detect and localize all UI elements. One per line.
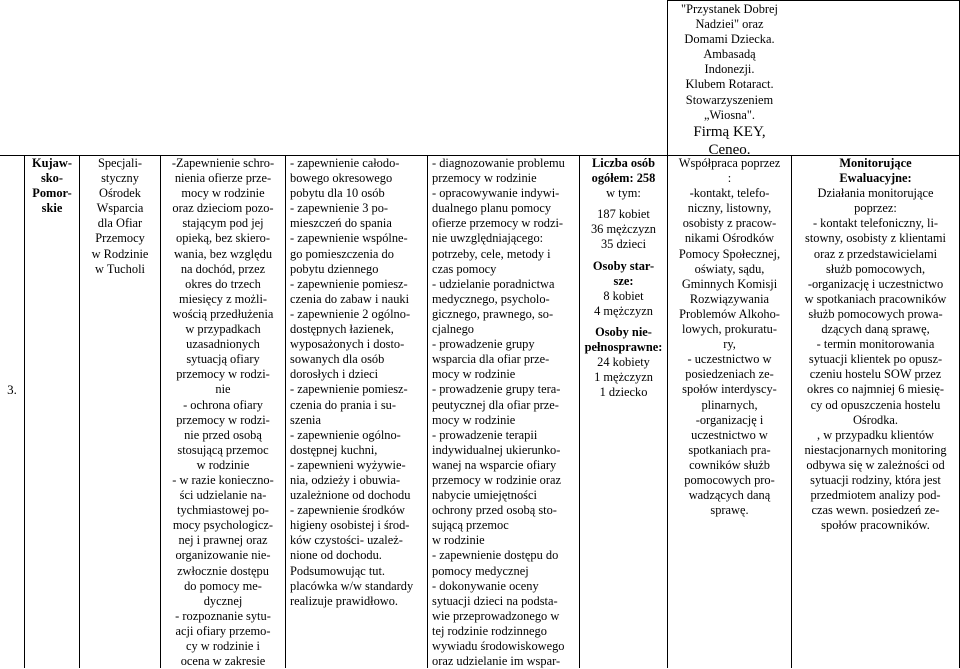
goals-line: - rozpoznanie sytu- xyxy=(175,608,271,623)
cooperation-line: Współpraca poprzez xyxy=(678,156,781,170)
conditions-line: czenia do zabaw i nauki xyxy=(290,291,410,306)
monitoring-cell xyxy=(792,156,959,533)
cooperation-top-line: Firmą KEY, xyxy=(693,123,766,140)
monitoring-line: społów pracowników. xyxy=(821,518,930,533)
activities-line: mocy w rodzinie xyxy=(432,367,516,382)
goals-line: w rodzinie xyxy=(196,457,250,472)
activities-line: oraz udzielanie im wspar- xyxy=(432,654,561,669)
cooperation-line: lowych, prokuratu- xyxy=(682,322,777,337)
monitoring-line: czeniu hostelu SOW przez xyxy=(809,367,942,382)
goals-line: ocena w zakresie xyxy=(180,654,266,669)
goals-line: miesięcy z możli- xyxy=(178,291,268,306)
goals-line: na dochód, przez xyxy=(180,261,266,276)
goals-line: przemocy w rodzi- xyxy=(176,412,270,427)
monitoring-line: niestacjonarnych monitoring xyxy=(804,442,947,457)
cooperation-line: osobisty z pracow- xyxy=(682,216,777,231)
cooperation-line: spotkaniach pra- xyxy=(688,442,771,457)
cooperation-top-line: "Przystanek Dobrej xyxy=(681,2,778,16)
institution-line: Ośrodek xyxy=(99,186,141,201)
activities-line: sytuacji dzieci na podsta- xyxy=(432,593,558,608)
people-in-that: w tym: xyxy=(606,186,641,201)
cooperation-line: -kontakt, telefo- xyxy=(689,186,770,201)
institution-cell xyxy=(80,156,160,277)
monitoring-line: okres co najmniej 6 miesię- xyxy=(807,382,944,397)
goals-line: opieką, bez skiero- xyxy=(176,231,270,246)
monitoring-title: Ewaluacyjne: xyxy=(839,171,912,186)
activities-line: w rodzinie xyxy=(432,533,485,548)
cooperation-line: - uczestnictwo w xyxy=(687,352,772,367)
cooperation-line: oświaty, sądu, xyxy=(694,261,765,276)
goals-line: okres do trzech xyxy=(185,276,261,291)
activities-line: sującą przemoc xyxy=(432,518,509,533)
cooperation-line: : xyxy=(727,171,732,186)
activities-line: cjalnego xyxy=(432,322,474,337)
activities-cell xyxy=(432,156,578,669)
conditions-line: - zapewnienie 3 po- xyxy=(290,201,389,216)
monitoring-title: Monitorujące xyxy=(839,156,912,170)
monitoring-line: poprzez: xyxy=(854,201,897,216)
activities-line: czas pomocy xyxy=(432,261,497,276)
conditions-line: - zapewnienie pomiesz- xyxy=(290,276,408,291)
monitoring-line: służb pomocowych prowa- xyxy=(808,306,943,321)
cooperation-line: posiedzeniach ze- xyxy=(685,367,774,382)
goals-line: -Zapewnienie schro- xyxy=(171,156,275,170)
people-staying-line: 8 kobiet xyxy=(603,288,644,303)
cooperation-top-line: Stowarzyszeniem xyxy=(685,92,774,107)
col-divider-5 xyxy=(427,155,428,668)
conditions-line: ków czystości- uzależ- xyxy=(290,533,403,548)
activities-line: mocy w rodzinie xyxy=(432,412,516,427)
people-other-line: 1 mężczyzn xyxy=(594,370,653,385)
cooperation-top-line: Ceneo. xyxy=(708,141,751,158)
conditions-line: placówka w/w standardy xyxy=(290,578,414,593)
col-divider-4 xyxy=(285,155,286,668)
people-breakdown-line: 36 mężczyzn xyxy=(590,222,656,237)
monitoring-line: służb pomocowych, xyxy=(825,261,926,276)
goals-line: uzasadnionych xyxy=(186,337,260,352)
cooperation-line: plinarnych, xyxy=(701,397,758,412)
people-other-label: pełnosprawne: xyxy=(584,340,663,355)
cooperation-cell xyxy=(668,156,791,518)
conditions-line: uzależnione od dochodu xyxy=(290,488,411,503)
cooperation-top-line: Ambasadą xyxy=(703,47,756,62)
cooperation-line: społów interdyscy- xyxy=(682,382,777,397)
activities-line: - prowadzenie grupy xyxy=(432,337,535,352)
institution-line: Przemocy xyxy=(95,231,145,246)
goals-line: stającym pod jej xyxy=(182,216,264,231)
monitoring-line: sytuacji rodziny, która jest xyxy=(810,472,941,487)
monitoring-line: , w przypadku klientów xyxy=(817,427,934,442)
people-total-label: ogółem: 258 xyxy=(591,171,656,186)
people-other-line: 1 dziecko xyxy=(599,385,648,400)
monitoring-line: cy od opuszczenia hostelu xyxy=(810,397,941,412)
monitoring-line: Działania monitorujące xyxy=(817,186,934,201)
activities-line: pomocy medycznej xyxy=(432,563,529,578)
activities-line: indywidualnej ukierunko- xyxy=(432,442,561,457)
conditions-line: realizuje prawidłowo. xyxy=(290,593,399,608)
monitoring-line: - termin monitorowania xyxy=(816,337,935,352)
conditions-line: go pomieszczenia do xyxy=(290,246,394,261)
region-line: skie xyxy=(41,201,63,216)
activities-line: peutycznej dla ofiar prze- xyxy=(432,397,559,412)
activities-line: - prowadzenie grupy tera- xyxy=(432,382,561,397)
cooperation-line: nikami Ośrodków xyxy=(684,231,775,246)
monitoring-line: -organizację i uczestnictwo xyxy=(807,276,944,291)
activities-line: wywiadu środowiskowego xyxy=(432,639,565,653)
institution-line: w Tucholi xyxy=(95,261,145,276)
cooperation-top-line: Domami Dziecka. xyxy=(684,32,775,47)
activities-line: tej rodzinie rodzinnego xyxy=(432,623,547,638)
goals-line: mocy w rodzinie xyxy=(181,186,265,201)
conditions-line: higieny osobistej i środ- xyxy=(290,518,410,533)
activities-line: - udzielanie poradnictwa xyxy=(432,276,555,291)
activities-line: wanej na wsparcie ofiary xyxy=(432,457,557,472)
goals-cell xyxy=(161,156,285,669)
conditions-line: - zapewnienie całodo- xyxy=(290,156,400,170)
conditions-line: - zapewnienie ogólno- xyxy=(290,427,401,442)
institution-line: styczny xyxy=(101,171,139,186)
cooperation-line: Rozwiązywania xyxy=(689,291,770,306)
conditions-line: czenia do prania i su- xyxy=(290,397,396,412)
goals-line: stosującą przemoc xyxy=(177,442,269,457)
conditions-line: sowanych dla osób xyxy=(290,352,385,367)
institution-line: Specjali- xyxy=(97,156,143,170)
conditions-line: dostępnych łazienek, xyxy=(290,322,394,337)
conditions-line: nione od dochodu. xyxy=(290,548,382,563)
activities-line: wie przeprowadzonego w xyxy=(432,608,560,623)
conditions-line: wyposażonych i dosto- xyxy=(290,337,405,352)
goals-line: cy w rodzinie i xyxy=(186,639,260,653)
activities-line: przemocy w rodzinie xyxy=(432,171,537,186)
monitoring-line: przedmiotem analizy pod- xyxy=(810,488,941,503)
activities-line: nie uwzględniającego: xyxy=(432,231,544,246)
activities-line: - zapewnienie dostępu do xyxy=(432,548,559,563)
goals-line: dycznej xyxy=(203,593,243,608)
activities-line: przemocy w rodzinie oraz xyxy=(432,472,562,487)
activities-line: - opracowywanie indywi- xyxy=(432,186,560,201)
institution-line: w Rodzinie xyxy=(91,246,149,261)
monitoring-line: - kontakt telefoniczny, li- xyxy=(812,216,939,231)
region-line: sko- xyxy=(40,171,64,186)
cooperation-line: -organizację i xyxy=(695,412,764,427)
goals-line: organizowanie nie- xyxy=(175,548,271,563)
cooperation-line: ry, xyxy=(723,337,736,352)
people-other-line: 24 kobiety xyxy=(597,355,650,370)
cooperation-line: sprawę. xyxy=(710,503,749,518)
activities-line: medycznego, psycholo- xyxy=(432,291,550,306)
goals-line: - ochrona ofiary xyxy=(183,397,263,412)
activities-line: - prowadzenie terapii xyxy=(432,427,538,442)
cooperation-line: wadzących daną xyxy=(688,488,771,503)
activities-line: nabycie umiejętności xyxy=(432,488,537,503)
conditions-line: - zapewnieni wyżywie- xyxy=(290,457,406,472)
goals-line: do pomocy me- xyxy=(184,578,262,593)
monitoring-line: w spotkaniach pracowników xyxy=(804,291,947,306)
goals-line: nej i prawnej oraz xyxy=(178,533,268,548)
goals-line: tychmiastowej po- xyxy=(177,503,269,518)
activities-line: ofierze przemocy w rodzi- xyxy=(432,216,564,231)
conditions-line: pobytu dla 10 osób xyxy=(290,186,385,201)
cooperation-line: Gminnych Komisji xyxy=(681,276,778,291)
cooperation-line: niczny, listowny, xyxy=(687,201,772,216)
people-breakdown-line: 187 kobiet xyxy=(597,207,650,222)
people-other-label: Osoby nie- xyxy=(595,324,652,339)
goals-line: nie przed osobą xyxy=(184,427,262,442)
conditions-line: Podsumowując tut. xyxy=(290,563,385,578)
conditions-line: mieszczeń do spania xyxy=(290,216,392,231)
activities-line: dualnego planu pomocy xyxy=(432,201,552,216)
goals-line: - w razie konieczno- xyxy=(172,472,274,487)
goals-line: wością przedłużenia xyxy=(172,306,274,321)
goals-line: nie xyxy=(215,382,231,397)
conditions-cell xyxy=(290,156,426,609)
cooperation-line: uczestnictwo w xyxy=(691,427,768,442)
cooperation-top-line: Indonezji. xyxy=(704,62,755,77)
monitoring-line: odbywa się w zależności od xyxy=(806,457,945,472)
conditions-line: bowego okresowego xyxy=(290,171,393,186)
institution-line: Wsparcia xyxy=(96,201,144,216)
cooperation-top-border xyxy=(667,0,960,1)
monitoring-line: czas wewn. posiedzeń ze- xyxy=(811,503,940,518)
conditions-line: nia, odzieży i obuwia- xyxy=(290,472,401,487)
region-line: Kujaw- xyxy=(32,156,72,170)
conditions-line: dostępnej kuchni, xyxy=(290,442,378,457)
goals-line: sytuacją ofiary xyxy=(186,352,260,367)
goals-line: przemocy w rodzi- xyxy=(176,367,270,382)
goals-line: mocy psychologicz- xyxy=(172,518,274,533)
people-staying-line: 4 mężczyzn xyxy=(594,303,653,318)
cooperation-line: pomocowych pro- xyxy=(684,472,775,487)
monitoring-line: sytuacji klientek po opusz- xyxy=(808,352,943,367)
goals-line: oraz dzieciom pozo- xyxy=(172,201,274,216)
monitoring-line: dzących daną sprawę, xyxy=(821,322,930,337)
monitoring-line: Ośrodka. xyxy=(852,412,899,427)
goals-line: nienia ofierze prze- xyxy=(174,171,272,186)
conditions-line: pobytu dziennego xyxy=(290,261,379,276)
monitoring-line: stowny, osobisty z klientami xyxy=(805,231,946,246)
cooperation-top-line: Nadziei" oraz xyxy=(695,17,764,32)
region-cell xyxy=(25,156,79,216)
goals-line: zwłocznie dostępu xyxy=(177,563,269,578)
people-cell xyxy=(580,156,667,400)
goals-line: ści udzielanie na- xyxy=(179,488,267,503)
cooperation-continuation xyxy=(668,2,791,159)
activities-line: - diagnozowanie problemu xyxy=(432,156,565,170)
cooperation-line: cowników służb xyxy=(689,457,770,472)
conditions-line: - zapewnienie 2 ogólno- xyxy=(290,306,411,321)
activities-line: - dokonywanie oceny xyxy=(432,578,539,593)
col-divider-1 xyxy=(24,155,25,668)
row-number: 3. xyxy=(7,382,17,397)
region-line: Pomor- xyxy=(32,186,72,201)
conditions-line: szenia xyxy=(290,412,321,427)
people-staying-label: sze: xyxy=(613,273,634,288)
conditions-line: - zapewnienie pomiesz- xyxy=(290,382,408,397)
cooperation-line: Pomocy Społecznej, xyxy=(678,246,781,261)
cooperation-line: Problemów Alkoho- xyxy=(679,306,780,321)
institution-line: dla Ofiar xyxy=(97,216,143,231)
conditions-line: - zapewnienie wspólne- xyxy=(290,231,408,246)
activities-line: ochrony przed osobą sto- xyxy=(432,503,557,518)
conditions-line: dorosłych i dzieci xyxy=(290,367,379,382)
conditions-line: - zapewnienie środków xyxy=(290,503,405,518)
goals-line: wania, bez względu xyxy=(173,246,273,261)
people-total-label: Liczba osób xyxy=(592,156,655,170)
people-staying-label: Osoby star- xyxy=(592,258,655,273)
cooperation-top-line: Klubem Rotaract. xyxy=(685,77,774,92)
people-breakdown-line: 35 dzieci xyxy=(600,237,647,252)
activities-line: wsparcia dla ofiar prze- xyxy=(432,352,550,367)
goals-line: w przypadkach xyxy=(185,322,261,337)
activities-line: gicznego, prawnego, so- xyxy=(432,306,554,321)
monitoring-line: oraz z przedstawicielami xyxy=(813,246,938,261)
goals-line: acji ofiary przemo- xyxy=(175,623,271,638)
activities-line: potrzeby, cele, metody i xyxy=(432,246,551,261)
cooperation-top-line: „Wiosna". xyxy=(703,107,755,122)
